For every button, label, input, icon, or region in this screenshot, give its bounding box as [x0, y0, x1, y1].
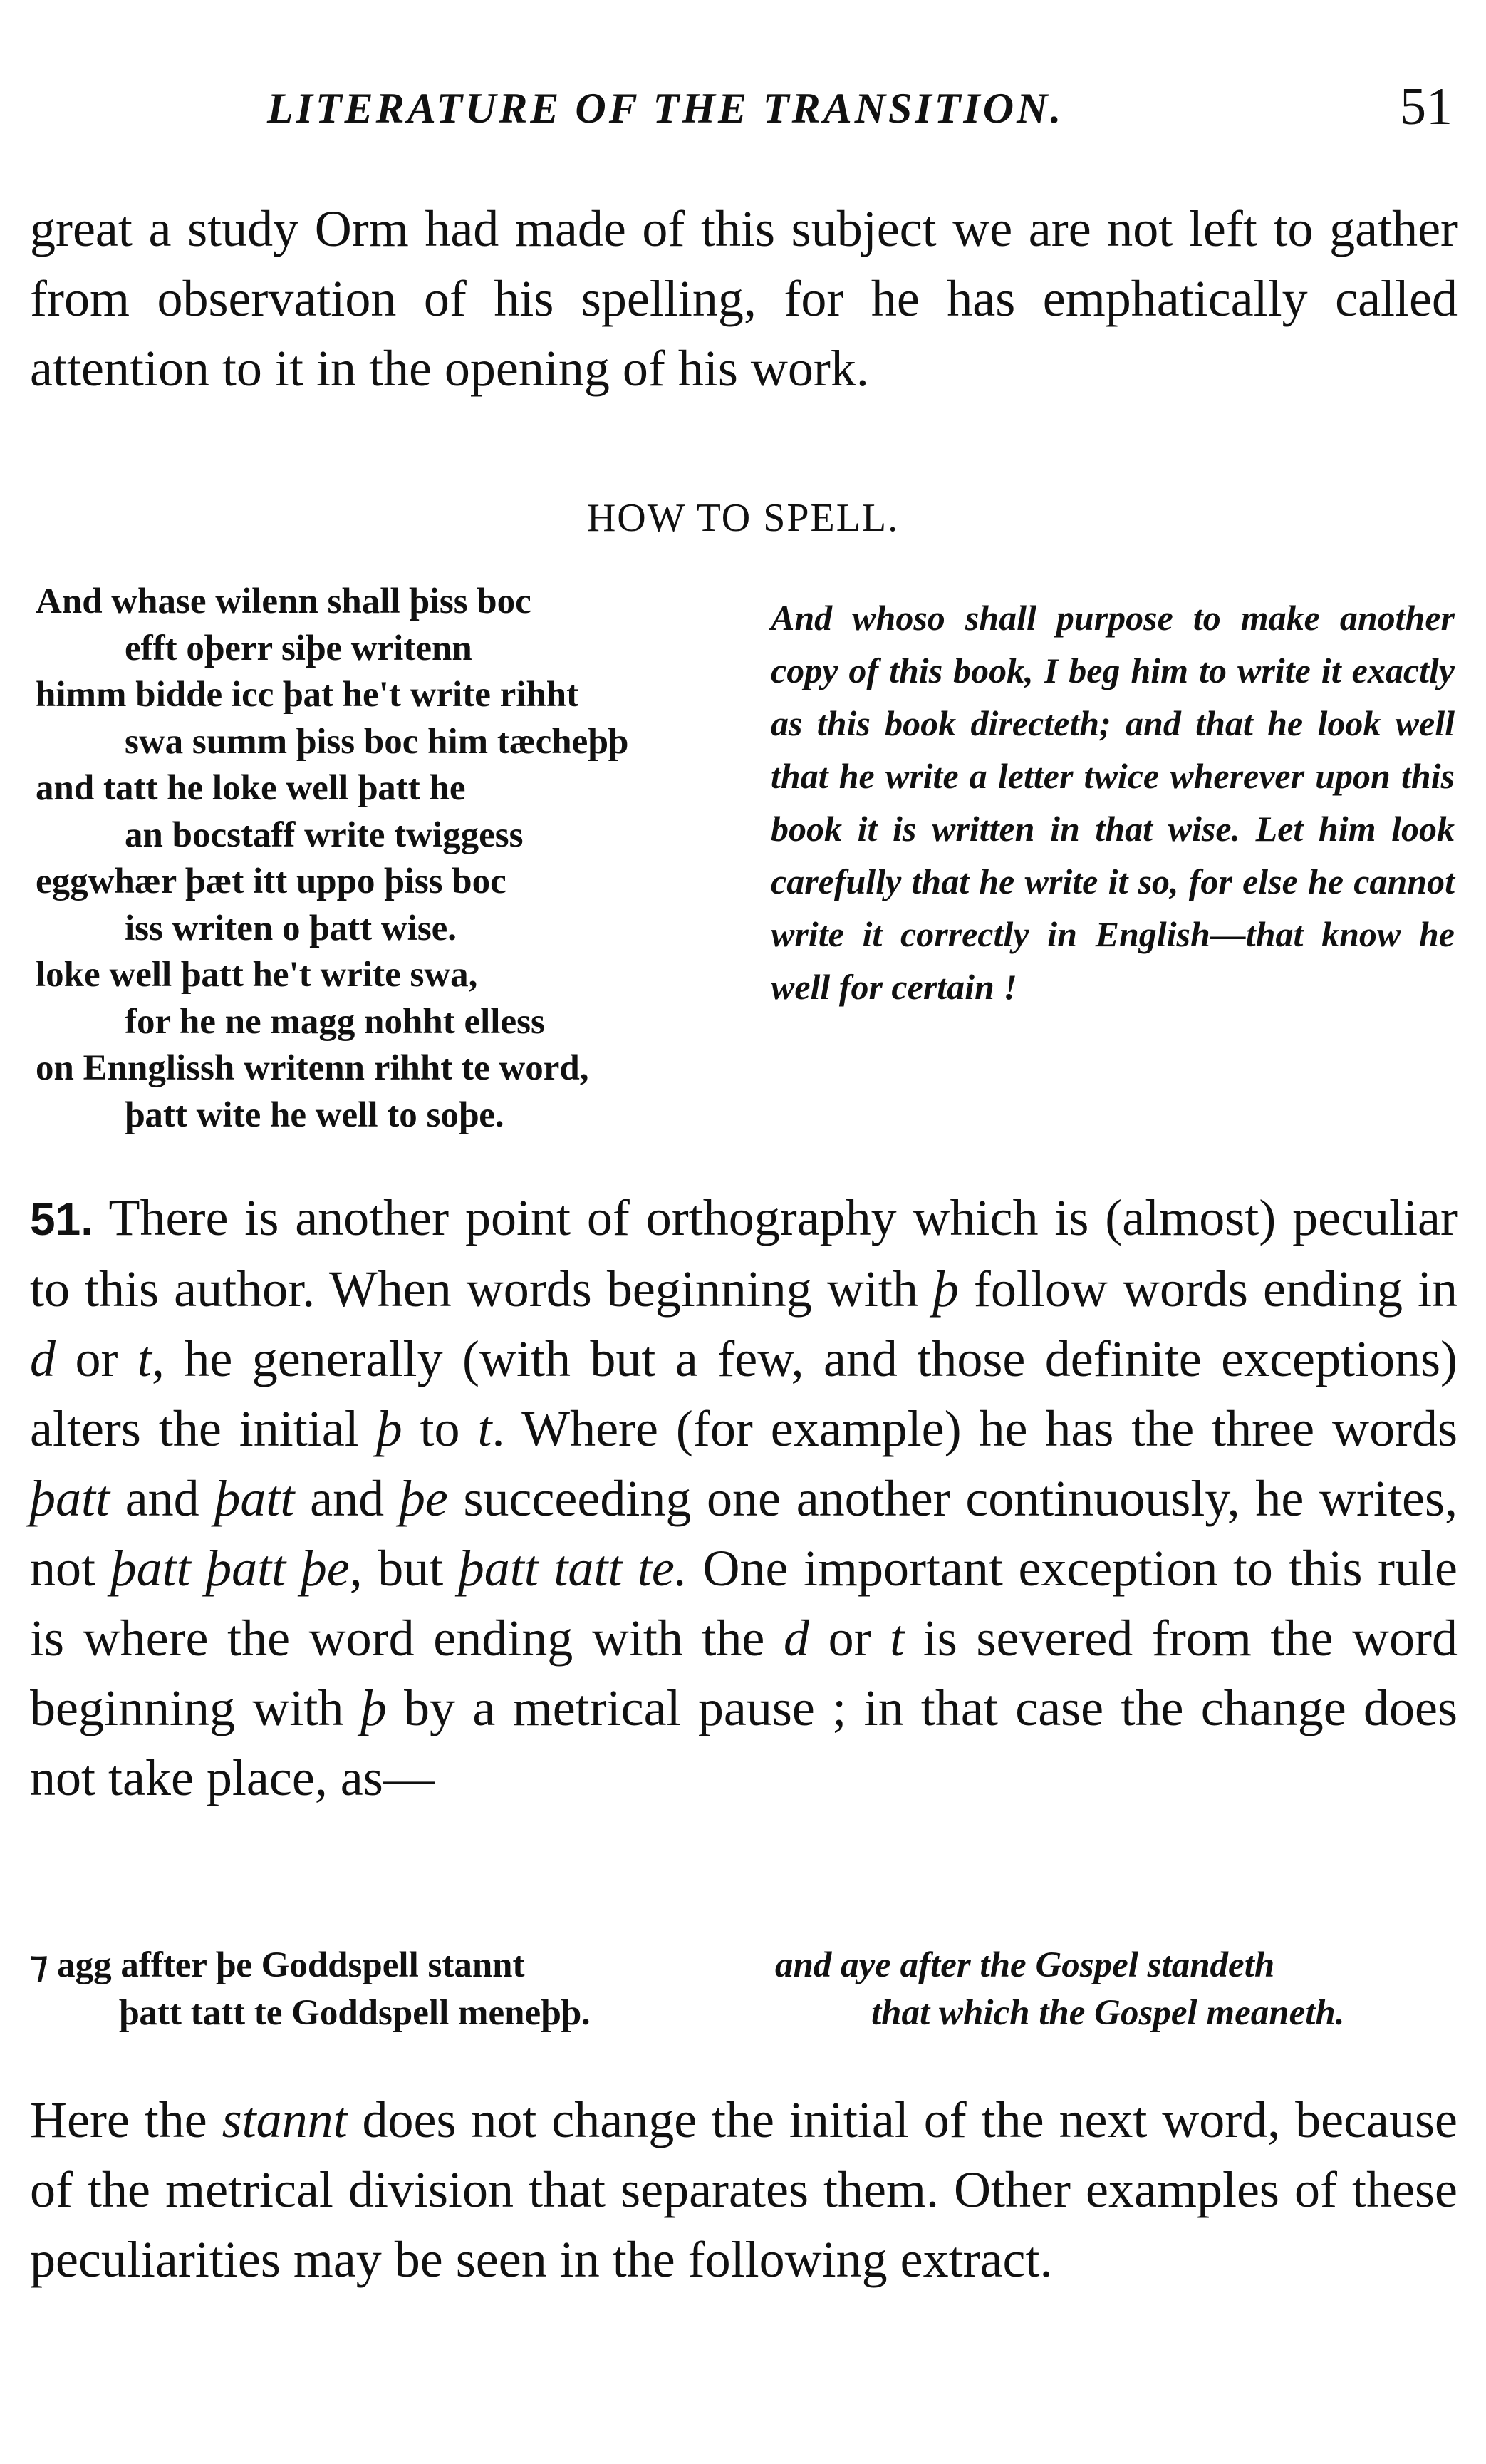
verse-line: eggwhær þæt itt uppo þiss boc: [36, 861, 506, 901]
verse-line: on Ennglissh writenn rihht te word,: [36, 1048, 589, 1088]
text-run: is severed from the word beginning with: [30, 1610, 1458, 1736]
running-head: [0, 77, 1486, 141]
verse-line: loke well þatt he't write swa,: [36, 955, 478, 995]
running-title: LITERATURE OF THE TRANSITION.: [267, 85, 1064, 132]
verse-line: þatt wite he well to soþe.: [125, 1094, 504, 1135]
verse-line: and tatt he loke well þatt he: [36, 768, 466, 808]
verse-line: swa summ þiss boc him tæcheþþ: [125, 721, 629, 762]
section-51-paragraph: [30, 1183, 1458, 1813]
text-run: succeeding one another continuously, he writes, not: [30, 1470, 1458, 1597]
text-run: . Where (for example) he has the three words: [492, 1400, 1458, 1457]
verse-line: an bocstaff write twiggess: [125, 814, 524, 855]
italic-thorn: þ: [360, 1679, 387, 1736]
example-translation-line: and aye after the Gospel standeth: [775, 1945, 1275, 1985]
section-number: 51.: [30, 1194, 93, 1245]
verse-line: for he ne magg nohht elless: [125, 1001, 545, 1042]
page-number: 51: [1400, 78, 1453, 136]
italic-thorn: þ: [932, 1261, 959, 1318]
italic-patt: þatt: [30, 1470, 110, 1527]
text-run: or: [809, 1610, 890, 1667]
section-heading: HOW TO SPELL.: [586, 496, 900, 540]
example-translation-line: that which the Gospel meaneth.: [871, 1993, 1345, 2033]
verse-line: And whase wilenn shall þiss boc: [36, 581, 531, 621]
italic-t: t: [890, 1610, 905, 1667]
example-line: ⁊ agg affter þe Goddspell stannt: [30, 1945, 525, 1985]
verse-line: efft oþerr siþe writenn: [125, 628, 472, 668]
text-run: Here the: [30, 2091, 222, 2148]
verse-translation: And whoso shall purpose to make another copy of this book, I beg him to write it exactly as this book directeth; and that he look well that he write a letter twice wherever upon this book it is written in that wise. Let him look carefully that he write it so, for else he cannot write it correctly in English—that know he well for certain !: [771, 598, 1455, 1007]
italic-t: t: [137, 1330, 152, 1387]
italic-example: þatt þatt þe: [110, 1540, 350, 1597]
verse-line: himm bidde icc þat he't write rihht: [36, 675, 579, 715]
example-translation: [775, 1942, 1459, 2037]
text-run: , he generally (with but a few, and those definite exceptions) alters the initial: [30, 1330, 1458, 1457]
text-run: and: [110, 1470, 215, 1527]
italic-t: t: [477, 1400, 492, 1457]
text-run: One important exception to this rule is where the word ending with the: [30, 1540, 1458, 1667]
italic-d: d: [784, 1610, 809, 1667]
old-english-verse: [36, 579, 755, 1139]
text-run: to: [402, 1400, 478, 1457]
text-run: by a metrical pause ; in that case the change does not take place, as—: [30, 1679, 1458, 1806]
text-run: follow words ending in: [958, 1261, 1458, 1318]
text-run: does not change the initial of the next word, because of the metrical division that separates them. Other examples of these peculiarities may be seen in the following extract.: [30, 2091, 1458, 2288]
text-run: or: [56, 1330, 137, 1387]
closing-paragraph: [30, 2085, 1458, 2294]
italic-stannt: stannt: [222, 2091, 348, 2148]
italic-pe: þe: [399, 1470, 448, 1527]
example-verse: [30, 1942, 757, 2037]
text-run: and: [294, 1470, 400, 1527]
example-line: þatt tatt te Goddspell meneþþ.: [119, 1993, 591, 2033]
verse-line: iss writen o þatt wise.: [125, 908, 457, 948]
italic-thorn: þ: [376, 1400, 402, 1457]
opening-paragraph: great a study Orm had made of this subject we are not left to gather from observation of his spelling, for he has emphatically called attention to it in the opening of his work.: [30, 200, 1458, 397]
italic-patt: þatt: [214, 1470, 295, 1527]
italic-d: d: [30, 1330, 56, 1387]
italic-example: þatt tatt te.: [458, 1540, 687, 1597]
text-run: , but: [349, 1540, 459, 1597]
text-run: There is another point of orthography which is (almost) peculiar to this author. When words beginning with: [30, 1189, 1458, 1318]
